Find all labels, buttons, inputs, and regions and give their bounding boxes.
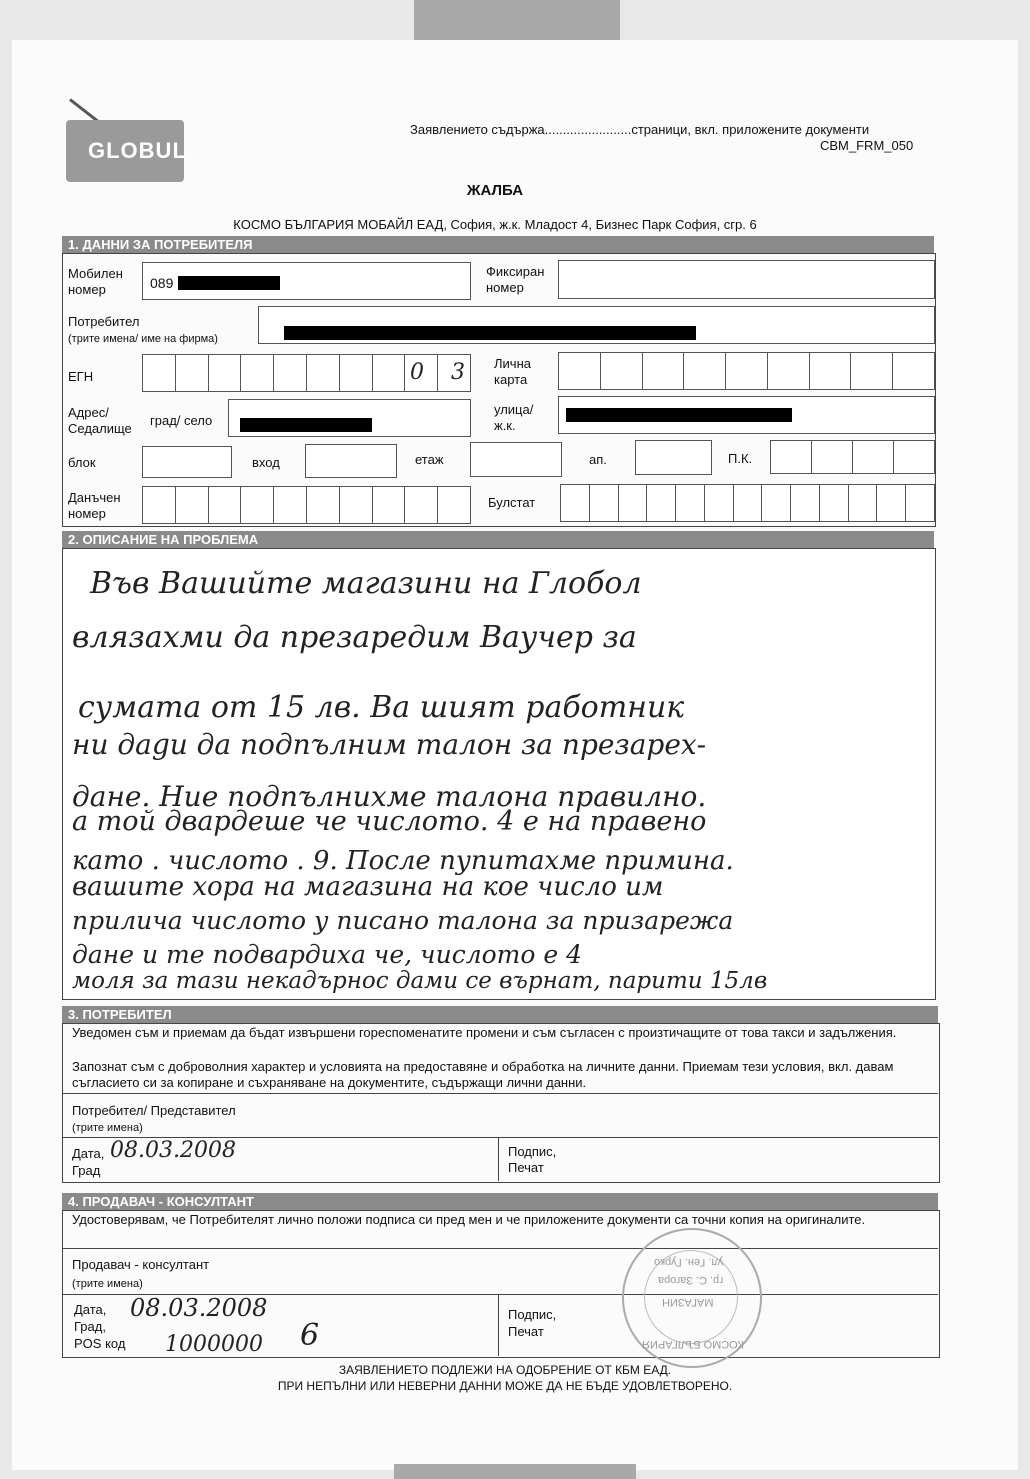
- mobile-label: Мобилен номер: [68, 266, 123, 297]
- pos-code-suffix: 6: [300, 1318, 320, 1353]
- bulstat-label: Булстат: [488, 495, 536, 510]
- desc-line-6: а той двардеше че числото. 4 е на правено: [72, 806, 707, 837]
- customer-label: Потребител: [68, 314, 140, 329]
- apt-label: ап.: [589, 452, 607, 467]
- seller-date-label: Дата,: [74, 1302, 107, 1317]
- desc-line-2: влязахми да презаредим Ваучер за: [72, 620, 637, 655]
- id-card-cells[interactable]: [558, 352, 935, 390]
- fixed-label: Фиксиран номер: [486, 264, 545, 295]
- section3-title: 3. ПОТРЕБИТЕЛ: [62, 1006, 938, 1023]
- egn-label: ЕГН: [68, 369, 94, 384]
- tax-number-label: Данъчен номер: [68, 490, 121, 521]
- block-field[interactable]: [142, 446, 232, 478]
- section2-title: 2. ОПИСАНИЕ НА ПРОБЛЕМА: [62, 531, 934, 548]
- company-stamp: [622, 1228, 762, 1368]
- scan-tab-bottom: [394, 1464, 636, 1479]
- certify-text: Удостоверявам, че Потребителят лично положи подписа си пред мен и че приложените документи са точни копия на оригиналите.: [72, 1212, 866, 1227]
- floor-field[interactable]: [470, 442, 562, 477]
- redaction-city: [240, 418, 372, 432]
- address-label: Адрес/ Седалище: [68, 405, 132, 436]
- seller-sign-label: Подпис,: [508, 1307, 557, 1322]
- egn-value: 0 3: [410, 360, 475, 385]
- floor-label: етаж: [415, 452, 444, 467]
- desc-line-8: вашите хора на магазина на кое число им: [72, 872, 664, 902]
- seller-city-label: Град,: [74, 1319, 106, 1334]
- form-code: CBM_FRM_050: [820, 138, 914, 153]
- seller-label: Продавач - консултант: [72, 1257, 210, 1272]
- section1-title: 1. ДАННИ ЗА ПОТРЕБИТЕЛЯ: [62, 236, 934, 253]
- street-label: улица/ ж.к.: [494, 402, 534, 433]
- divider: [498, 1294, 499, 1356]
- rep-sublabel: (трите имена): [72, 1122, 143, 1134]
- customer-sign-label: Подпис,: [508, 1144, 557, 1159]
- pk-label: П.К.: [728, 451, 753, 466]
- section4-title: 4. ПРОДАВАЧ - КОНСУЛТАНТ: [62, 1193, 938, 1210]
- consent-text-2: Запознат съм с доброволния характер и условията на предоставяне и обработка на личните данни. Приемам тези условия, вкл. давам съгласието си за копиране и съхраняване на документите, съдържащи лични данни.: [72, 1059, 894, 1090]
- desc-line-1: Във Вашийте магазини на Глобол: [90, 566, 642, 601]
- customer-city-label: Град: [72, 1163, 101, 1178]
- tax-number-cells[interactable]: [142, 486, 471, 524]
- redaction-street: [566, 408, 792, 422]
- footer-line-2: ПРИ НЕПЪЛНИ ИЛИ НЕВЕРНИ ДАННИ МОЖЕ ДА НЕ БЪДЕ УДОВЛЕТВОРЕНО.: [277, 1379, 733, 1393]
- stamp-text: ул. Ген. Гурко: [654, 1256, 724, 1268]
- stamp-text: гр. С. Загора: [658, 1274, 724, 1286]
- divider: [63, 1248, 938, 1249]
- pages-note: Заявлението съдържа........................страници, вкл. приложените документи: [410, 122, 870, 137]
- consent-text-1: Уведомен съм и приемам да бъдат извършени гореспоменатите промени и съм съгласен с произтичащите от това такси и задължения.: [72, 1025, 897, 1040]
- seller-sublabel: (трите имена): [72, 1278, 143, 1290]
- seller-stamp-label: Печат: [508, 1324, 544, 1339]
- divider: [498, 1137, 499, 1181]
- stamp-text: МАГАЗИН: [662, 1296, 714, 1308]
- customer-stamp-label: Печат: [508, 1160, 544, 1175]
- divider: [63, 1093, 938, 1094]
- customer-date-label: Дата,: [72, 1146, 105, 1161]
- form-title: ЖАЛБА: [466, 182, 524, 199]
- footer-line-1: ЗАЯВЛЕНИЕТО ПОДЛЕЖИ НА ОДОБРЕНИЕ ОТ КБМ ЕАД.: [338, 1363, 672, 1377]
- redaction-mobile: [178, 276, 280, 290]
- customer-sublabel: (трите имена/ име на фирма): [68, 333, 218, 345]
- bulstat-cells[interactable]: [560, 484, 935, 522]
- pk-cells[interactable]: [770, 440, 935, 474]
- rep-label: Потребител/ Представител: [72, 1103, 236, 1118]
- company-address: КОСМО БЪЛГАРИЯ МОБАЙЛ ЕАД, София, ж.к. Младост 4, Бизнес Парк София, сгр. 6: [233, 217, 757, 232]
- mobile-value: 089: [150, 275, 174, 291]
- id-card-label: Лична карта: [494, 356, 531, 387]
- entrance-label: вход: [252, 455, 280, 470]
- stamp-text: КОСМО БЪЛГАРИЯ: [642, 1338, 744, 1350]
- desc-line-3: сумата от 15 лв. Ва шият работник: [78, 690, 685, 725]
- desc-line-11: моля за тази некадърнос дами се върнат, парити 15лв: [72, 968, 768, 994]
- redaction-customer: [284, 326, 696, 340]
- pos-code-value: 1000000: [165, 1332, 263, 1357]
- seller-date-value: 08.03.2008: [130, 1294, 268, 1322]
- desc-line-4: ни даgи да подпълним талон за презарех-: [72, 728, 707, 761]
- apt-field[interactable]: [635, 440, 712, 475]
- globul-logo: [66, 120, 187, 182]
- entrance-field[interactable]: [305, 444, 397, 478]
- desc-line-7: като . числото . 9. После пупитахме примина.: [72, 846, 734, 876]
- desc-line-10: дане и те подвардиха че, числото е 4: [72, 940, 583, 969]
- desc-line-9: прилича числото у писано талона за призарежа: [72, 906, 734, 935]
- logo-text: GLOBUL: [88, 138, 187, 163]
- desc-line-5: дане. Ние подпълнихме талона правилно.: [72, 780, 707, 813]
- block-label: блок: [68, 455, 96, 470]
- pos-code-label: POS код: [74, 1336, 126, 1351]
- customer-date-value: 08.03.2008: [110, 1138, 236, 1163]
- fixed-field[interactable]: [558, 260, 935, 299]
- scan-tab-top: [414, 0, 620, 44]
- city-label: град/ село: [150, 413, 213, 428]
